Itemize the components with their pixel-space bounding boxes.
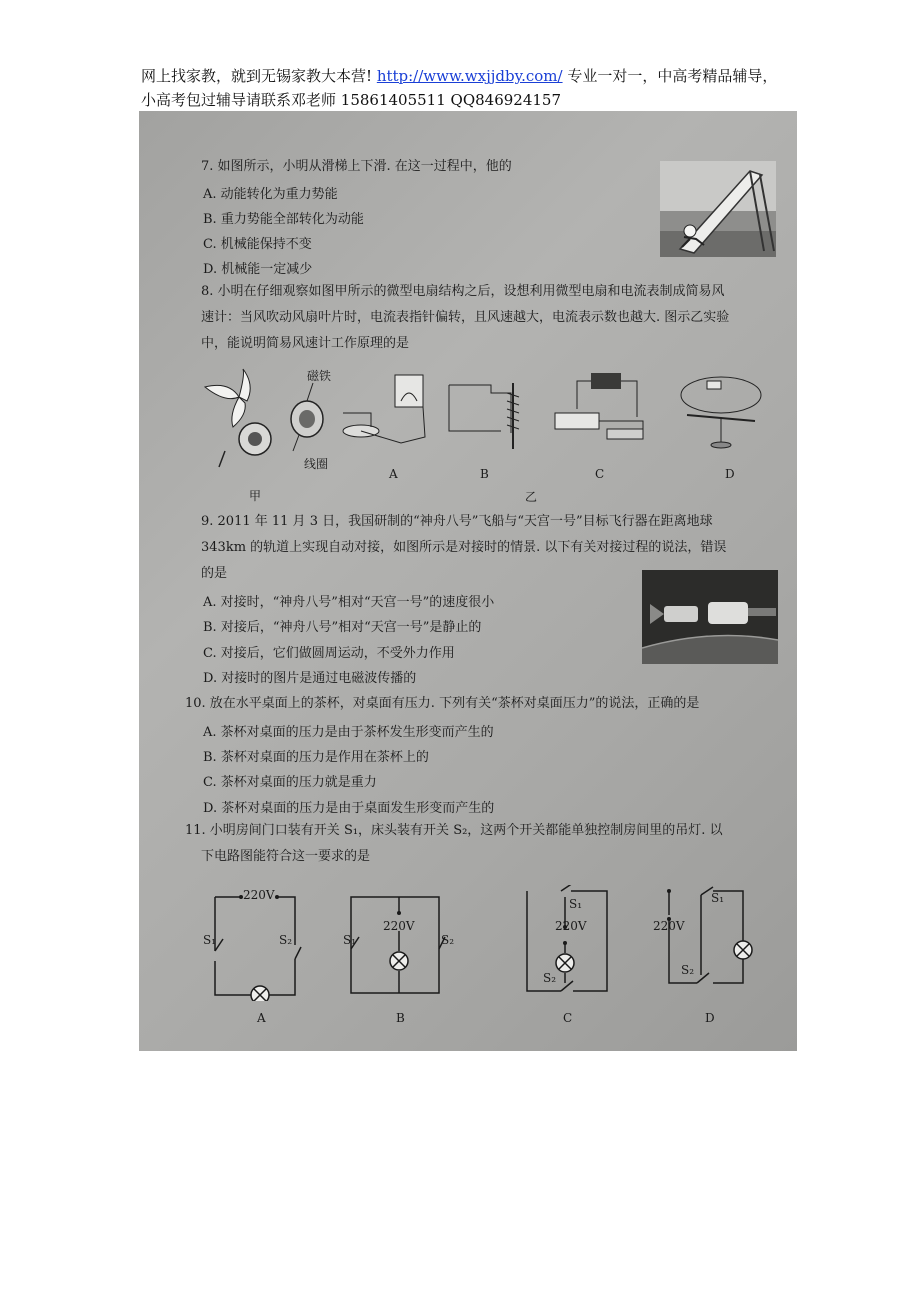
circuit-d-voltage: 220V [653, 919, 685, 933]
slide-illustration [660, 161, 776, 257]
q10-stem: 10. 放在水平桌面上的茶杯，对桌面有压力. 下列有关“茶杯对桌面压力”的说法，正确的是 [185, 696, 700, 711]
figure-yi-label: 乙 [525, 490, 538, 504]
q7-option-d: D. 机械能一定减少 [203, 262, 313, 277]
circuit-a-s1: S₁ [203, 933, 217, 947]
header-prefix: 网上找家教，就到无锡家教大本营! [141, 67, 377, 85]
circuit-c-voltage: 220V [555, 919, 587, 933]
header-line-1 [141, 64, 841, 88]
experiment-d-diagram [675, 373, 771, 453]
experiment-b-diagram [441, 373, 531, 453]
circuit-b-diagram [343, 889, 453, 1001]
choice-c-label: C [595, 467, 605, 481]
q10-option-d: D. 茶杯对桌面的压力是由于桌面发生形变而产生的 [203, 801, 495, 816]
q9-option-b: B. 对接后，“神舟八号”相对“天宫一号”是静止的 [203, 620, 482, 635]
q8-line-2: 速计：当风吹动风扇叶片时，电流表指针偏转，且风速越大，电流表示数也越大. 图示乙实验 [201, 310, 730, 325]
circuit-b-s1: S₁ [343, 933, 357, 947]
magnet-label: 磁铁 [307, 369, 332, 383]
header-suffix: 专业一对一，中高考精品辅导， [562, 67, 778, 85]
circuit-d-s1: S₁ [711, 891, 725, 905]
q9-line-3: 的是 [201, 566, 228, 581]
circuit-d-s2: S₂ [681, 963, 695, 977]
circuit-a-s2: S₂ [279, 933, 293, 947]
circuit-c-s2: S₂ [543, 971, 557, 985]
choice-a-label: A [389, 467, 398, 481]
scanned-exam-photo [139, 111, 797, 1051]
q9-option-d: D. 对接时的图片是通过电磁波传播的 [203, 671, 417, 686]
q9-option-a: A. 对接时，“神舟八号”相对“天宫一号”的速度很小 [203, 595, 495, 610]
q10-option-c: C. 茶杯对桌面的压力就是重力 [203, 775, 377, 790]
circuit-d-choice: D [705, 1011, 715, 1025]
q7-stem: 7. 如图所示，小明从滑梯上下滑. 在这一过程中，他的 [201, 159, 512, 174]
q9-line-1: 9. 2011 年 11 月 3 日，我国研制的“神舟八号”飞船与“天宫一号”目标飞行器在距离地球 [201, 514, 713, 529]
choice-b-label: B [480, 467, 489, 481]
choice-d-label: D [725, 467, 735, 481]
coil-label: 线圈 [304, 457, 329, 471]
q11-line-2: 下电路图能符合这一要求的是 [201, 849, 371, 864]
page-header [141, 64, 841, 112]
circuit-a-voltage: 220V [243, 888, 275, 902]
q9-option-c: C. 对接后，它们做圆周运动，不受外力作用 [203, 646, 455, 661]
q10-option-a: A. 茶杯对桌面的压力是由于茶杯发生形变而产生的 [203, 725, 494, 740]
docking-photo [642, 570, 778, 664]
q7-option-c: C. 机械能保持不变 [203, 237, 312, 252]
experiment-a-diagram [341, 373, 431, 453]
circuit-b-choice: B [396, 1011, 405, 1025]
circuit-b-voltage: 220V [383, 919, 415, 933]
figure-jia-label: 甲 [249, 489, 262, 503]
experiment-c-diagram [547, 369, 647, 453]
q8-line-3: 中，能说明简易风速计工作原理的是 [201, 336, 410, 351]
q7-option-b: B. 重力势能全部转化为动能 [203, 212, 364, 227]
site-link[interactable]: http://www.wxjjdby.com/ [376, 67, 563, 85]
circuit-a-diagram [201, 887, 311, 1001]
q7-option-a: A. 动能转化为重力势能 [203, 187, 338, 202]
circuit-c-s1: S₁ [569, 897, 583, 911]
q9-line-2: 343km 的轨道上实现自动对接，如图所示是对接时的情景. 以下有关对接过程的说法，错误 [201, 540, 727, 555]
header-line-2: 小高考包过辅导请联系邓老师 15861405511 QQ846924157 [141, 91, 562, 109]
q8-line-1: 8. 小明在仔细观察如图甲所示的微型电扇结构之后，设想利用微型电扇和电流表制成简易风 [201, 284, 725, 299]
circuit-c-choice: C [563, 1011, 573, 1025]
q10-option-b: B. 茶杯对桌面的压力是作用在茶杯上的 [203, 750, 429, 765]
circuit-a-choice: A [257, 1011, 266, 1025]
circuit-b-s2: S₂ [441, 933, 455, 947]
q11-line-1: 11. 小明房间门口装有开关 S₁，床头装有开关 S₂，这两个开关都能单独控制房间里的吊灯. 以 [185, 823, 723, 838]
